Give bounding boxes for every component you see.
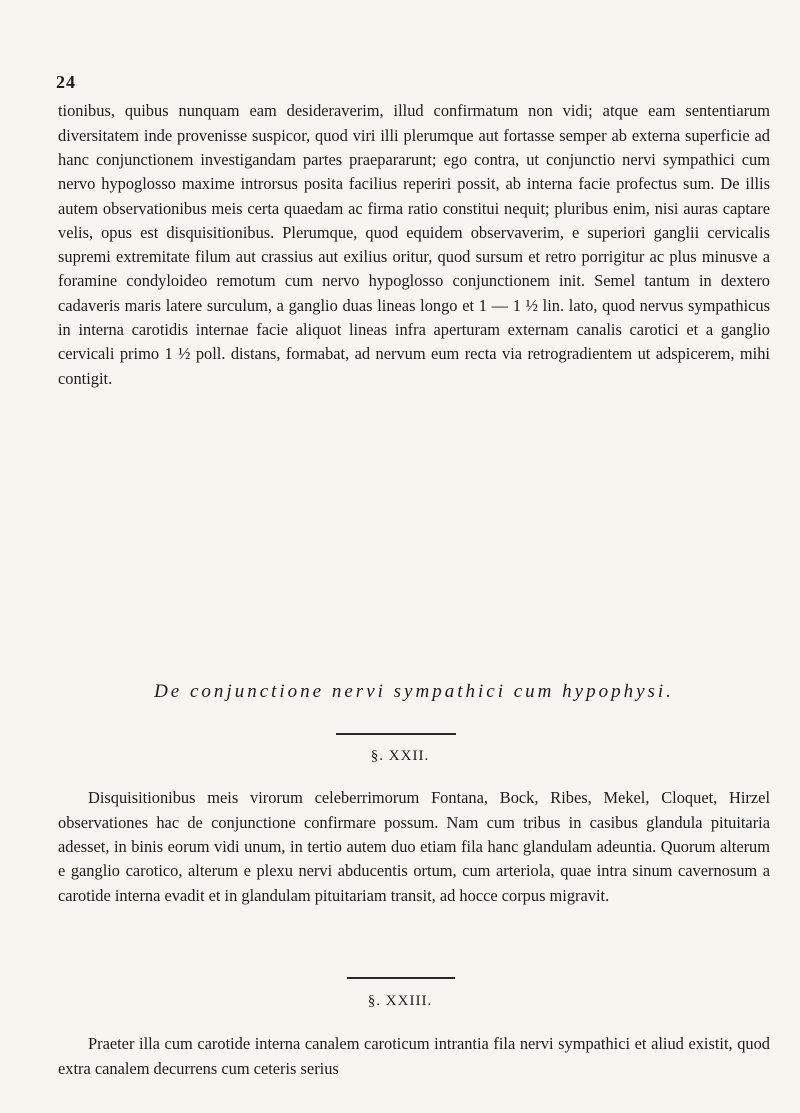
divider-rule: [336, 733, 456, 735]
page-number: 24: [56, 72, 76, 92]
section-number: §. XXII.: [370, 748, 430, 764]
paragraph-section-23: Praeter illa cum carotide interna canalem caroticum intrantia fila nervi sympathici et aliud existit, quod extra canalem decurrens cum ceteris serius: [58, 1034, 770, 1078]
divider-rule: [347, 977, 455, 979]
section-number: §. XXIII.: [367, 993, 433, 1009]
paragraph-section-22: Disquisitionibus meis virorum celeberrimorum Fontana, Bock, Ribes, Mekel, Cloquet, Hirzel observationes hac de conjunctione confirmare possum. Nam cum tribus in casibus glandula pituitaria adesset, in binis eorum vidi unum, in tertio autem duo etiam fila hanc glandulam adeuntia. Quorum alterum e ganglio carotico, alterum e plexu nervi abducentis ortum, cum arteriola, quae intra sinum cavernosum a carotide interna evadit et in glandulam pituitariam transit, ad hocce corpus migravit.: [58, 788, 770, 905]
section-subheading: De conjunctione nervi sympathici cum hypophysi.: [154, 681, 674, 702]
paragraph-continuation: tionibus, quibus nunquam eam desideraverim, illud confirmatum non vidi; atque eam sententiarum diversitatem inde provenisse suspicor, quod viri illi plerumque aut fortasse semper ab externa superficie ad hanc conjunctionem investigandam partes praepararunt; ego contra, ut conjunctio nervi sympathici cum nervo hypoglosso maxime introrsus posita facilius reperiri possit, ab interna facie profectus sum. De illis autem observationibus meis certa quaedam ac firma ratio constitui nequit; pluribus enim, nisi auras captare velis, opus est disquisitionibus. Plerumque, quod equidem observaverim, e superiori ganglii cervicalis supremi extremitate filum aut crassius aut exilius oritur, quod sursum et retro porrigitur ac plus minusve a foramine condyloideo remotum cum nervo hypoglosso conjunctionem init. Semel tantum in dextero cadaveris maris latere surculum, a ganglio duas lineas longo et 1 — 1 ½ lin. lato, quod nervus sympathicus in interna carotidis internae facie aliquot lineas infra aperturam externam canalis carotici et a ganglio cervicali primo 1 ½ poll. distans, formabat, ad nervum eum recta via retrogradientem ut adspicerem, mihi contigit.: [58, 101, 770, 388]
